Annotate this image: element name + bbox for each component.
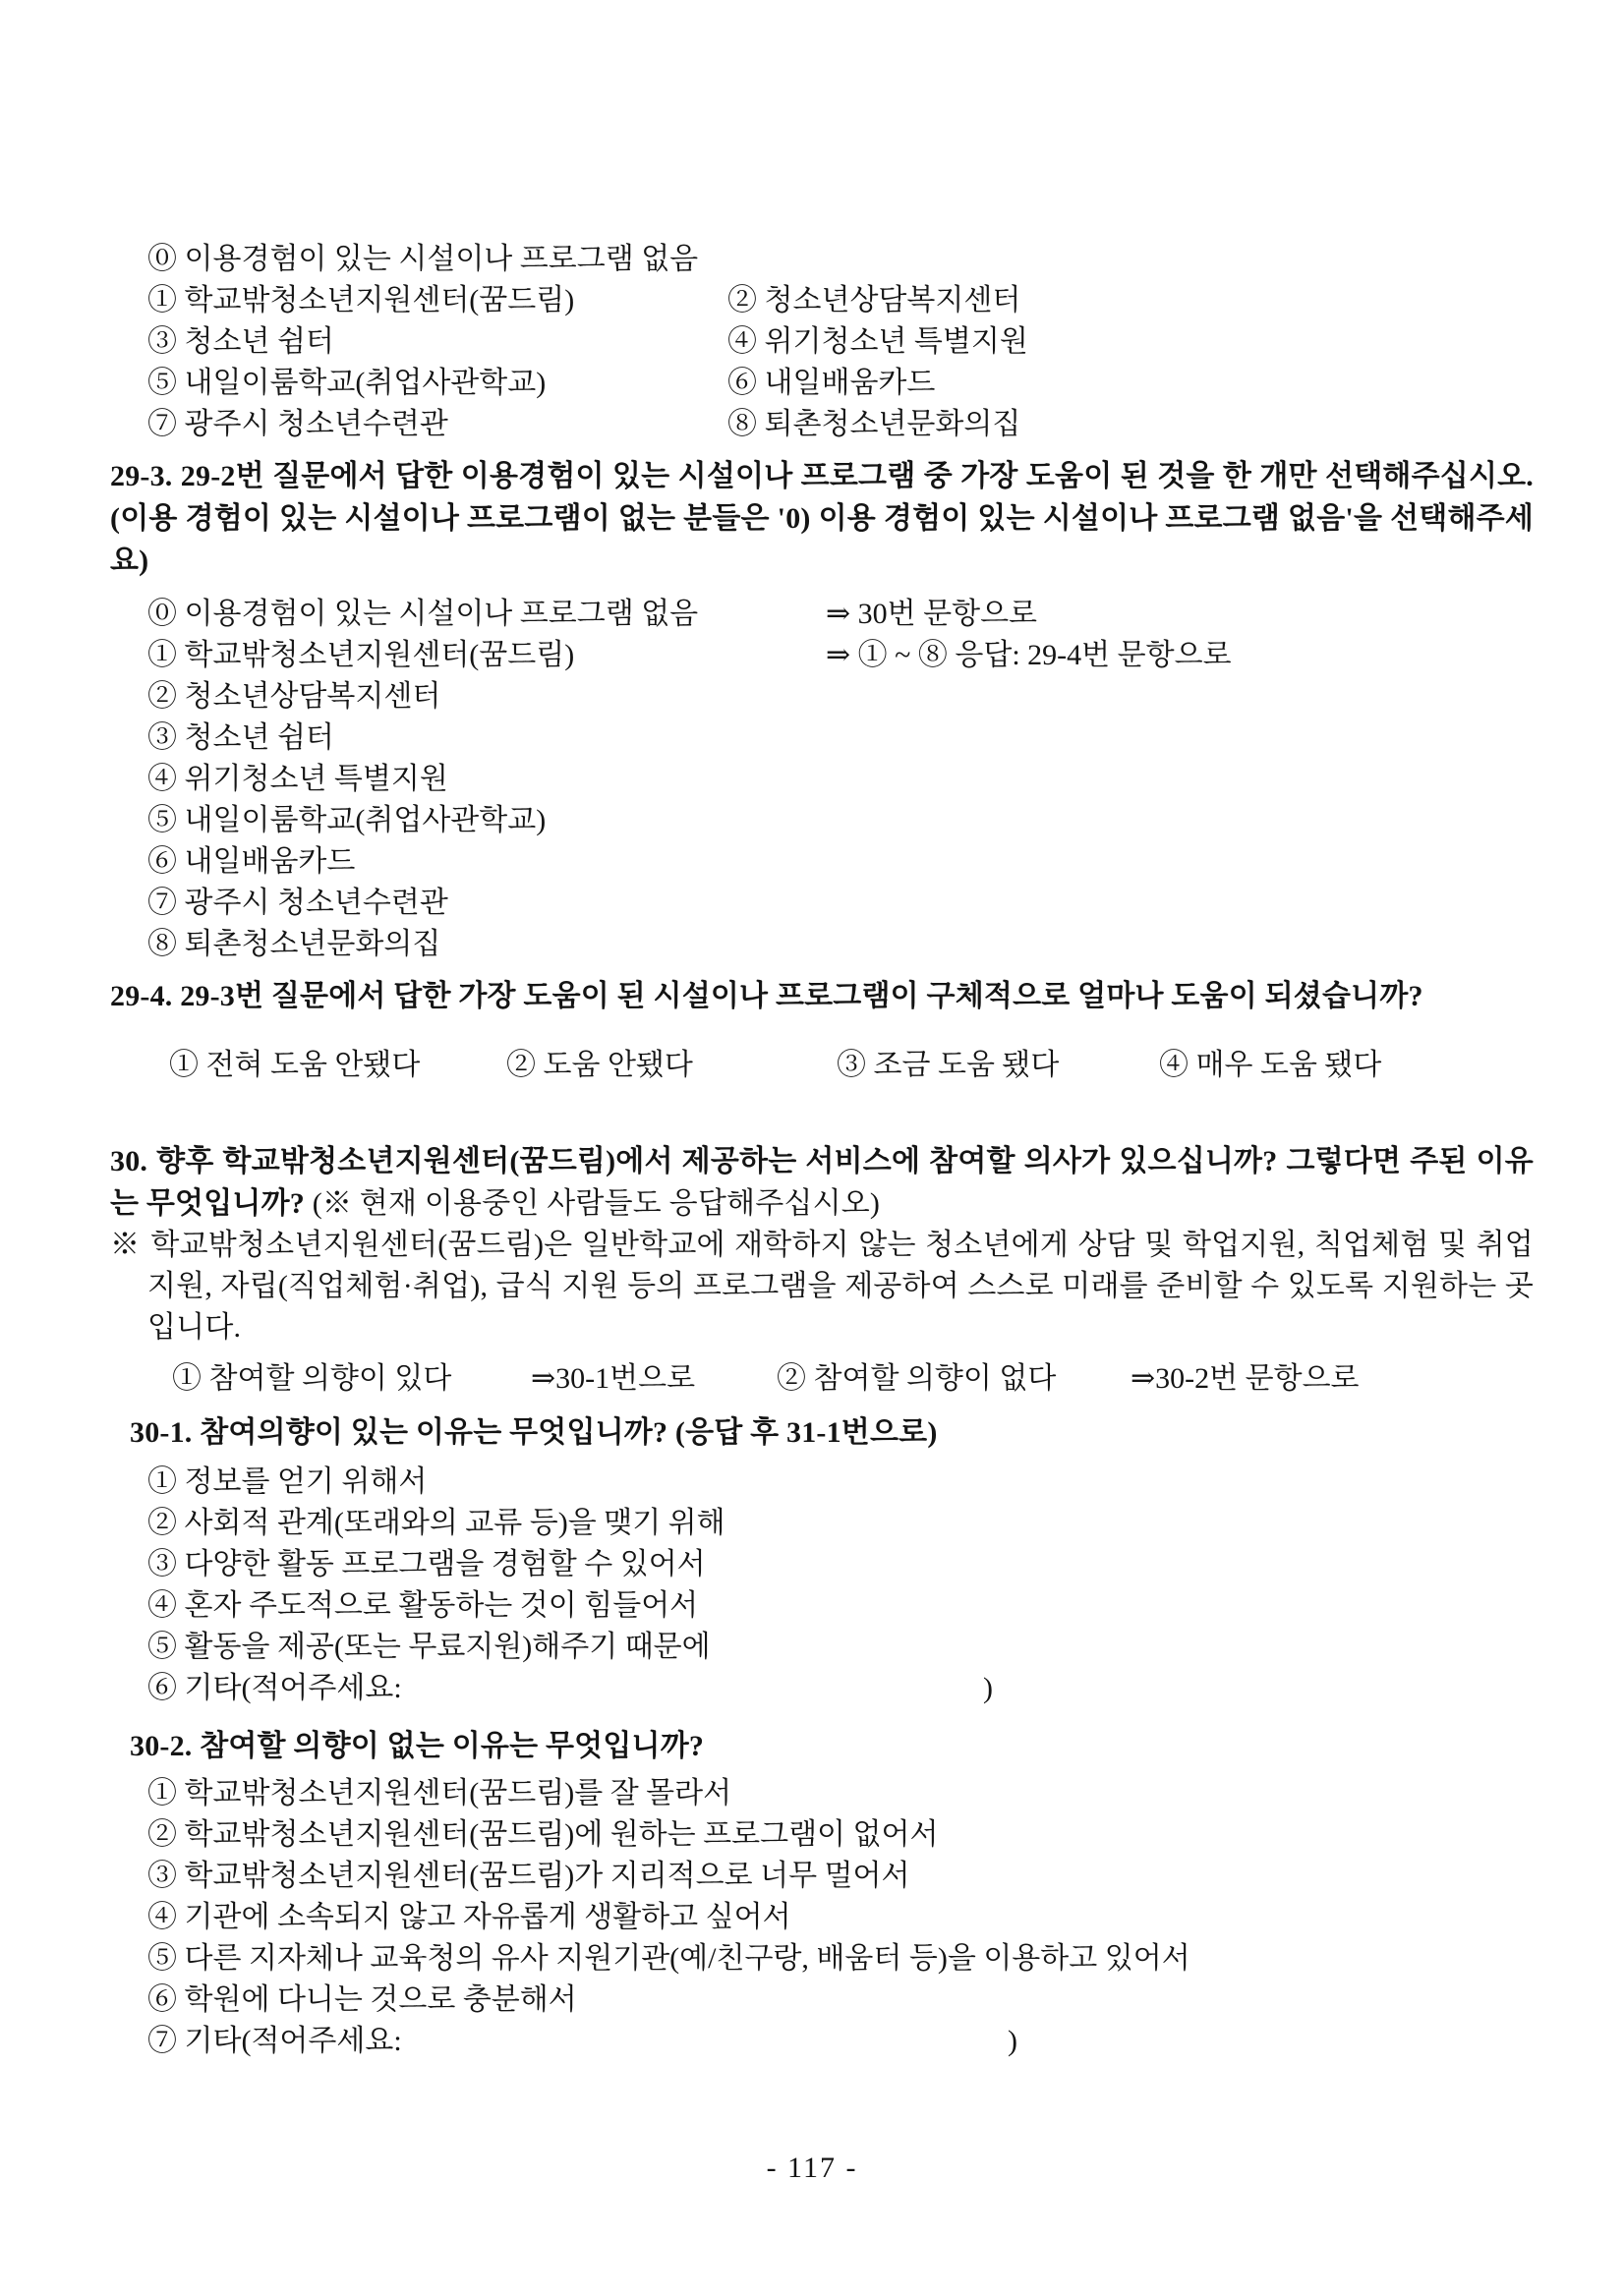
option-label: ⑥ 내일배움카드 — [147, 845, 356, 878]
option-row — [147, 1585, 1534, 1627]
option-label: ⑤ 활동을 제공(또는 무료지원)해주기 때문에 — [147, 1631, 711, 1663]
option-row — [147, 1980, 1534, 2021]
q30-title-main: 30. 향후 학교밖청소년지원센터(꿈드림)에서 제공하는 서비스에 참여할 의사가 있으십니까? 그렇다면 주된 이유는 무엇입니까? — [110, 1145, 1534, 1220]
option-label: ④ 매우 도움 됐다 — [1159, 1049, 1382, 1081]
option-label: ② 참여할 의향이 없다 — [777, 1362, 1057, 1395]
close-paren: ) — [1008, 2025, 1017, 2057]
q29-3-title: 29-3. 29-2번 질문에서 답한 이용경험이 있는 시설이나 프로그램 중 가장 도움이 된 것을 한 개만 선택해주십시오. (이용 경험이 있는 시설이나 프로그램이 없는 분들은 '0) 이용 경험이 있는 시설이나 프로그램 없음'을 선택해주세요) — [110, 460, 1534, 577]
option-row — [147, 841, 1534, 883]
other-option-label: ⑥ 기타(적어주세요: — [147, 1672, 402, 1704]
q30-choices-row — [110, 1358, 1534, 1400]
option-label: ② 사회적 관계(또래와의 교류 등)을 맺기 위해 — [147, 1507, 725, 1539]
option-label: ⓪ 이용경험이 있는 시설이나 프로그램 없음 — [147, 598, 699, 630]
option-row — [147, 676, 1534, 718]
option-label: ④ 기관에 소속되지 않고 자유롭게 생활하고 싶어서 — [147, 1901, 791, 1933]
option-label: ① 학교밖청소년지원센터(꿈드림) — [147, 639, 575, 671]
option-row — [147, 239, 1534, 280]
option-label: ① 참여할 의향이 있다 — [172, 1362, 452, 1395]
option-label: ⓪ 이용경험이 있는 시설이나 프로그램 없음 — [147, 243, 699, 275]
option-label: ⑤ 다른 지자체나 교육청의 유사 지원기관(예/친구랑, 배움터 등)을 이용하고 있어서 — [147, 1942, 1190, 1975]
option-label: ① 학교밖청소년지원센터(꿈드림) — [147, 284, 575, 316]
other-option-label: ⑦ 기타(적어주세요: — [147, 2025, 402, 2057]
option-label: ① 정보를 얻기 위해서 — [147, 1465, 428, 1498]
option-row — [147, 363, 1534, 404]
option-row — [147, 1503, 1534, 1544]
q30-2-title: 30-2. 참여할 의향이 없는 이유는 무엇입니까? — [130, 1730, 705, 1762]
option-row — [147, 883, 1534, 924]
option-row — [147, 635, 1534, 676]
skip-arrow-note: ⇒30-2번 문항으로 — [1131, 1362, 1360, 1395]
option-label: ① 학교밖청소년지원센터(꿈드림)를 잘 몰라서 — [147, 1777, 732, 1809]
option-label: ⑤ 내일이룸학교(취업사관학교) — [147, 804, 547, 836]
option-row — [147, 759, 1534, 800]
option-label: ③ 조금 도움 됐다 — [837, 1049, 1060, 1081]
q29-4-title: 29-4. 29-3번 질문에서 답한 가장 도움이 된 시설이나 프로그램이 구체적으로 얼마나 도움이 되셨습니까? — [110, 980, 1423, 1012]
option-label: ④ 위기청소년 특별지원 — [727, 325, 1028, 358]
skip-arrow-note: ⇒30-1번으로 — [531, 1362, 696, 1395]
option-label: ② 도움 안됐다 — [506, 1049, 693, 1081]
close-paren: ) — [983, 1672, 993, 1704]
option-row — [147, 1462, 1534, 1503]
q30-description-note: ※ 학교밖청소년지원센터(꿈드림)은 일반학교에 재학하지 않는 청소년에게 상담 및 학업지원, 칙업체험 및 취업지원, 자립(직업체험·취업), 급식 지원 등의 프로그램을 제공하여 스스로 미래를 준비할 수 있도록 지원하는 곳입니다. — [110, 1229, 1534, 1344]
option-row — [147, 280, 1534, 321]
skip-arrow-note: ⇒ 30번 문항으로 — [826, 598, 1038, 630]
option-label: ② 학교밖청소년지원센터(꿈드림)에 원하는 프로그램이 없어서 — [147, 1818, 939, 1851]
option-label: ⑧ 퇴촌청소년문화의집 — [727, 408, 1021, 440]
option-label: ⑧ 퇴촌청소년문화의집 — [147, 928, 441, 960]
option-label: ⑦ 광주시 청소년수련관 — [147, 408, 448, 440]
q29-2-options-list — [110, 239, 1534, 445]
option-row — [147, 1897, 1534, 1938]
option-label: ③ 학교밖청소년지원센터(꿈드림)가 지리적으로 너무 멀어서 — [147, 1860, 910, 1892]
option-row — [147, 404, 1534, 445]
q30-title-note: (※ 현재 이용중인 사람들도 응답해주십시오) — [312, 1187, 881, 1220]
option-row — [147, 594, 1534, 635]
option-label: ⑦ 광주시 청소년수련관 — [147, 887, 448, 919]
option-row — [147, 924, 1534, 965]
option-row — [147, 800, 1534, 841]
option-label: ③ 다양한 활동 프로그램을 경험할 수 있어서 — [147, 1548, 706, 1580]
option-row — [147, 1814, 1534, 1856]
page-number: - 117 - — [766, 2152, 858, 2184]
option-label: ③ 청소년 쉼터 — [147, 325, 334, 358]
option-row-other — [147, 1668, 1534, 1709]
option-label: ② 청소년상담복지센터 — [147, 680, 441, 713]
option-label: ⑥ 내일배움카드 — [727, 367, 936, 399]
option-label: ⑥ 학원에 다니는 것으로 충분해서 — [147, 1983, 577, 2016]
option-label: ① 전혀 도움 안됐다 — [169, 1049, 421, 1081]
q29-3-options-list — [110, 594, 1534, 965]
option-label: ④ 혼자 주도적으로 활동하는 것이 힘들어서 — [147, 1589, 699, 1622]
q30-1-title: 30-1. 참여의향이 있는 이유는 무엇입니까? (응답 후 31-1번으로) — [130, 1416, 938, 1449]
q30-1-options-list — [110, 1462, 1534, 1709]
option-row — [147, 1938, 1534, 1980]
q29-4-options-row — [110, 1045, 1534, 1085]
option-row-other — [147, 2021, 1534, 2062]
skip-arrow-note: ⇒ ① ~ ⑧ 응답: 29-4번 문항으로 — [826, 639, 1232, 671]
option-row — [147, 321, 1534, 363]
option-row — [147, 718, 1534, 759]
q30-2-options-list — [110, 1773, 1534, 2062]
option-label: ⑤ 내일이룸학교(취업사관학교) — [147, 367, 547, 399]
option-label: ③ 청소년 쉼터 — [147, 721, 334, 754]
option-row — [147, 1773, 1534, 1814]
option-row — [147, 1627, 1534, 1668]
option-row — [147, 1544, 1534, 1585]
option-label: ② 청소년상담복지센터 — [727, 284, 1021, 316]
q30-title — [110, 1140, 1534, 1225]
option-label: ④ 위기청소년 특별지원 — [147, 763, 448, 795]
option-row — [147, 1856, 1534, 1897]
